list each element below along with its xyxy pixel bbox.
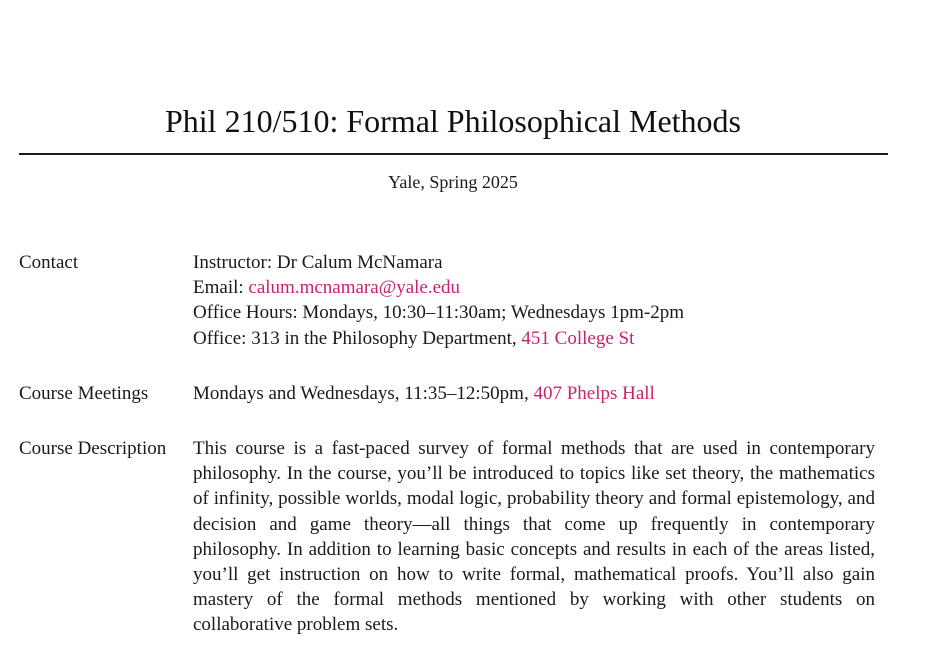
page-title: Phil 210/510: Formal Philosophical Methods (164, 103, 741, 139)
meetings-time: Mondays and Wednesdays, 11:35–12:50pm, (193, 383, 534, 404)
contact-content (193, 250, 875, 351)
course-description-text: This course is a fast-paced survey of formal methods that are used in contemporary philosophy. In the course, you’ll be introduced to topics like set theory, the mathematics of infinity, possible worlds, modal logic, probability theory and formal epistemology, and decision and game theory—all things that come up frequently in contemporary philosophy. In addition to learning basic concepts and results in each of the areas listed, you’ll get instruction on how to write formal, mathematical proofs. You’ll also gain mastery of the formal methods mentioned by working with other students on collaborative problem sets. (193, 438, 875, 636)
page-subtitle: Yale, Spring 2025 (388, 172, 518, 192)
meetings-location-link[interactable]: 407 Phelps Hall (533, 383, 655, 404)
title-divider (19, 153, 888, 155)
office-hours-line: Office Hours: Mondays, 10:30–11:30am; Wednesdays 1pm-2pm (193, 302, 685, 324)
email-line (193, 275, 875, 300)
email-label: Email: (193, 277, 249, 299)
office-prefix: Office: 313 in the Philosophy Department, (193, 327, 522, 349)
course-meetings-content (193, 381, 875, 406)
office-line (193, 326, 875, 351)
email-link[interactable]: calum.mcnamara@yale.edu (248, 277, 461, 299)
instructor-line: Instructor: Dr Calum McNamara (193, 252, 443, 273)
course-description-label: Course Description (19, 438, 167, 459)
contact-label: Contact (19, 252, 79, 273)
meetings-line (193, 381, 875, 406)
office-address-link[interactable]: 451 College St (521, 327, 635, 349)
course-meetings-label: Course Meetings (19, 383, 149, 404)
